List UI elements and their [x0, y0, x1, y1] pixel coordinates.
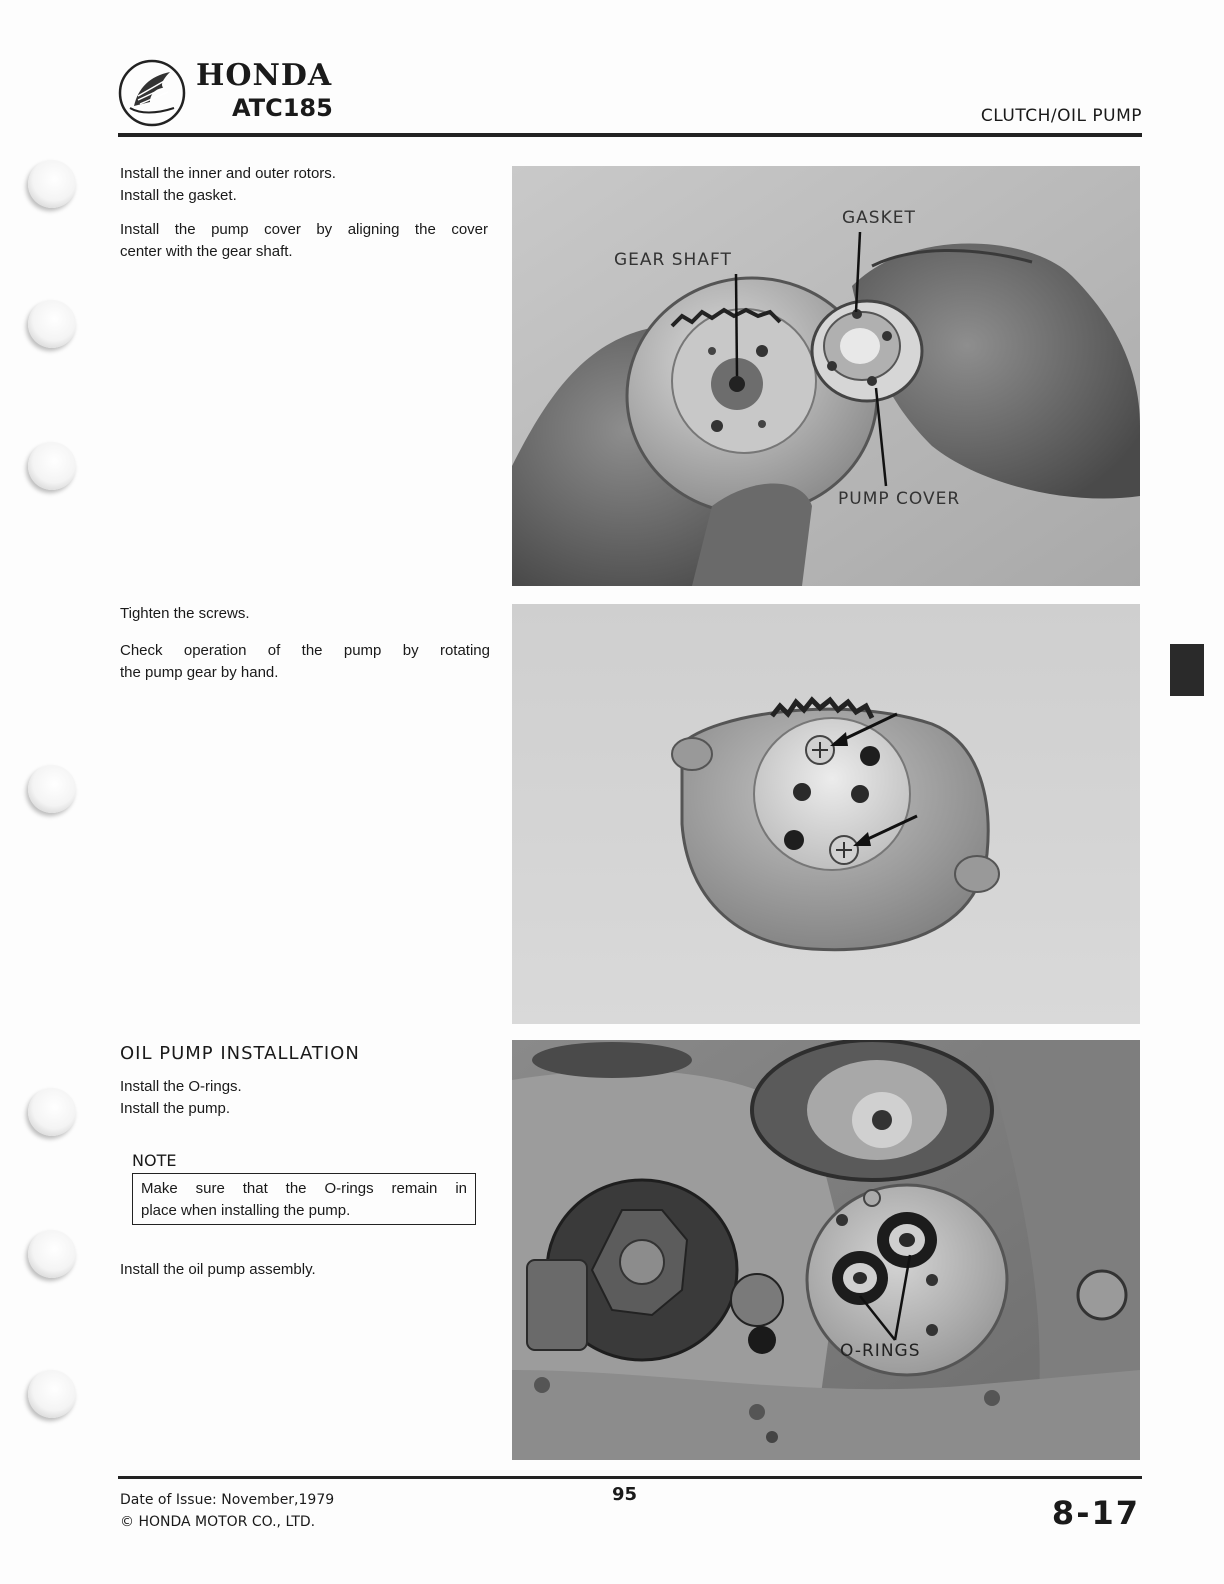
photo-pump-cover-install: [512, 166, 1140, 586]
issue-date: Date of Issue: November,1979: [120, 1492, 335, 1508]
honda-wing-logo-icon: [116, 58, 188, 128]
step1-para-line2: center with the gear shaft.: [120, 243, 293, 260]
label-o-rings: O-RINGS: [840, 1341, 921, 1361]
binder-hole: [28, 1370, 76, 1418]
installation-steps: [120, 1076, 488, 1120]
step2-text: [120, 603, 490, 684]
note-box: [132, 1173, 476, 1225]
install-line1: Install the O-rings.: [120, 1078, 242, 1095]
section-heading: OIL PUMP INSTALLATION: [120, 1043, 360, 1064]
binder-hole: [28, 442, 76, 490]
note-title: NOTE: [132, 1151, 177, 1170]
footer-left: [120, 1489, 334, 1533]
binder-hole: [28, 160, 76, 208]
label-pump-cover: PUMP COVER: [838, 489, 961, 509]
install-line3: Install the oil pump assembly.: [120, 1261, 316, 1278]
label-gear-shaft: GEAR SHAFT: [614, 250, 732, 270]
brand-name: HONDA: [196, 58, 333, 93]
step1-para-line1: Install the pump cover by aligning the cover: [120, 221, 488, 238]
model-name: ATC185: [232, 94, 333, 122]
footer-rule: [118, 1476, 1142, 1479]
header-rule: [118, 133, 1142, 137]
step1-line2: Install the gasket.: [120, 187, 237, 204]
step1-text: [120, 163, 488, 263]
photo-oil-pump-installed: [512, 1040, 1140, 1460]
label-gasket: GASKET: [842, 208, 916, 228]
photo-pump-screws: [512, 604, 1140, 1024]
binder-hole: [28, 765, 76, 813]
copyright: © HONDA MOTOR CO., LTD.: [120, 1514, 316, 1530]
page-number: 8-17: [1051, 1494, 1140, 1532]
binder-hole: [28, 1088, 76, 1136]
install-line2: Install the pump.: [120, 1100, 231, 1117]
step1-line1: Install the inner and outer rotors.: [120, 165, 336, 182]
binder-hole: [28, 1230, 76, 1278]
note-line1: Make sure that the O-rings remain in: [141, 1180, 467, 1197]
binder-hole: [28, 300, 76, 348]
section-tab-marker: [1170, 644, 1204, 696]
page-center-number: 95: [612, 1484, 638, 1505]
step2-line1: Tighten the screws.: [120, 605, 250, 622]
section-title: CLUTCH/OIL PUMP: [980, 106, 1142, 126]
step2-para-line2: the pump gear by hand.: [120, 664, 279, 681]
step2-para-line1: Check operation of the pump by rotating: [120, 642, 490, 659]
note-line2: place when installing the pump.: [141, 1202, 351, 1219]
